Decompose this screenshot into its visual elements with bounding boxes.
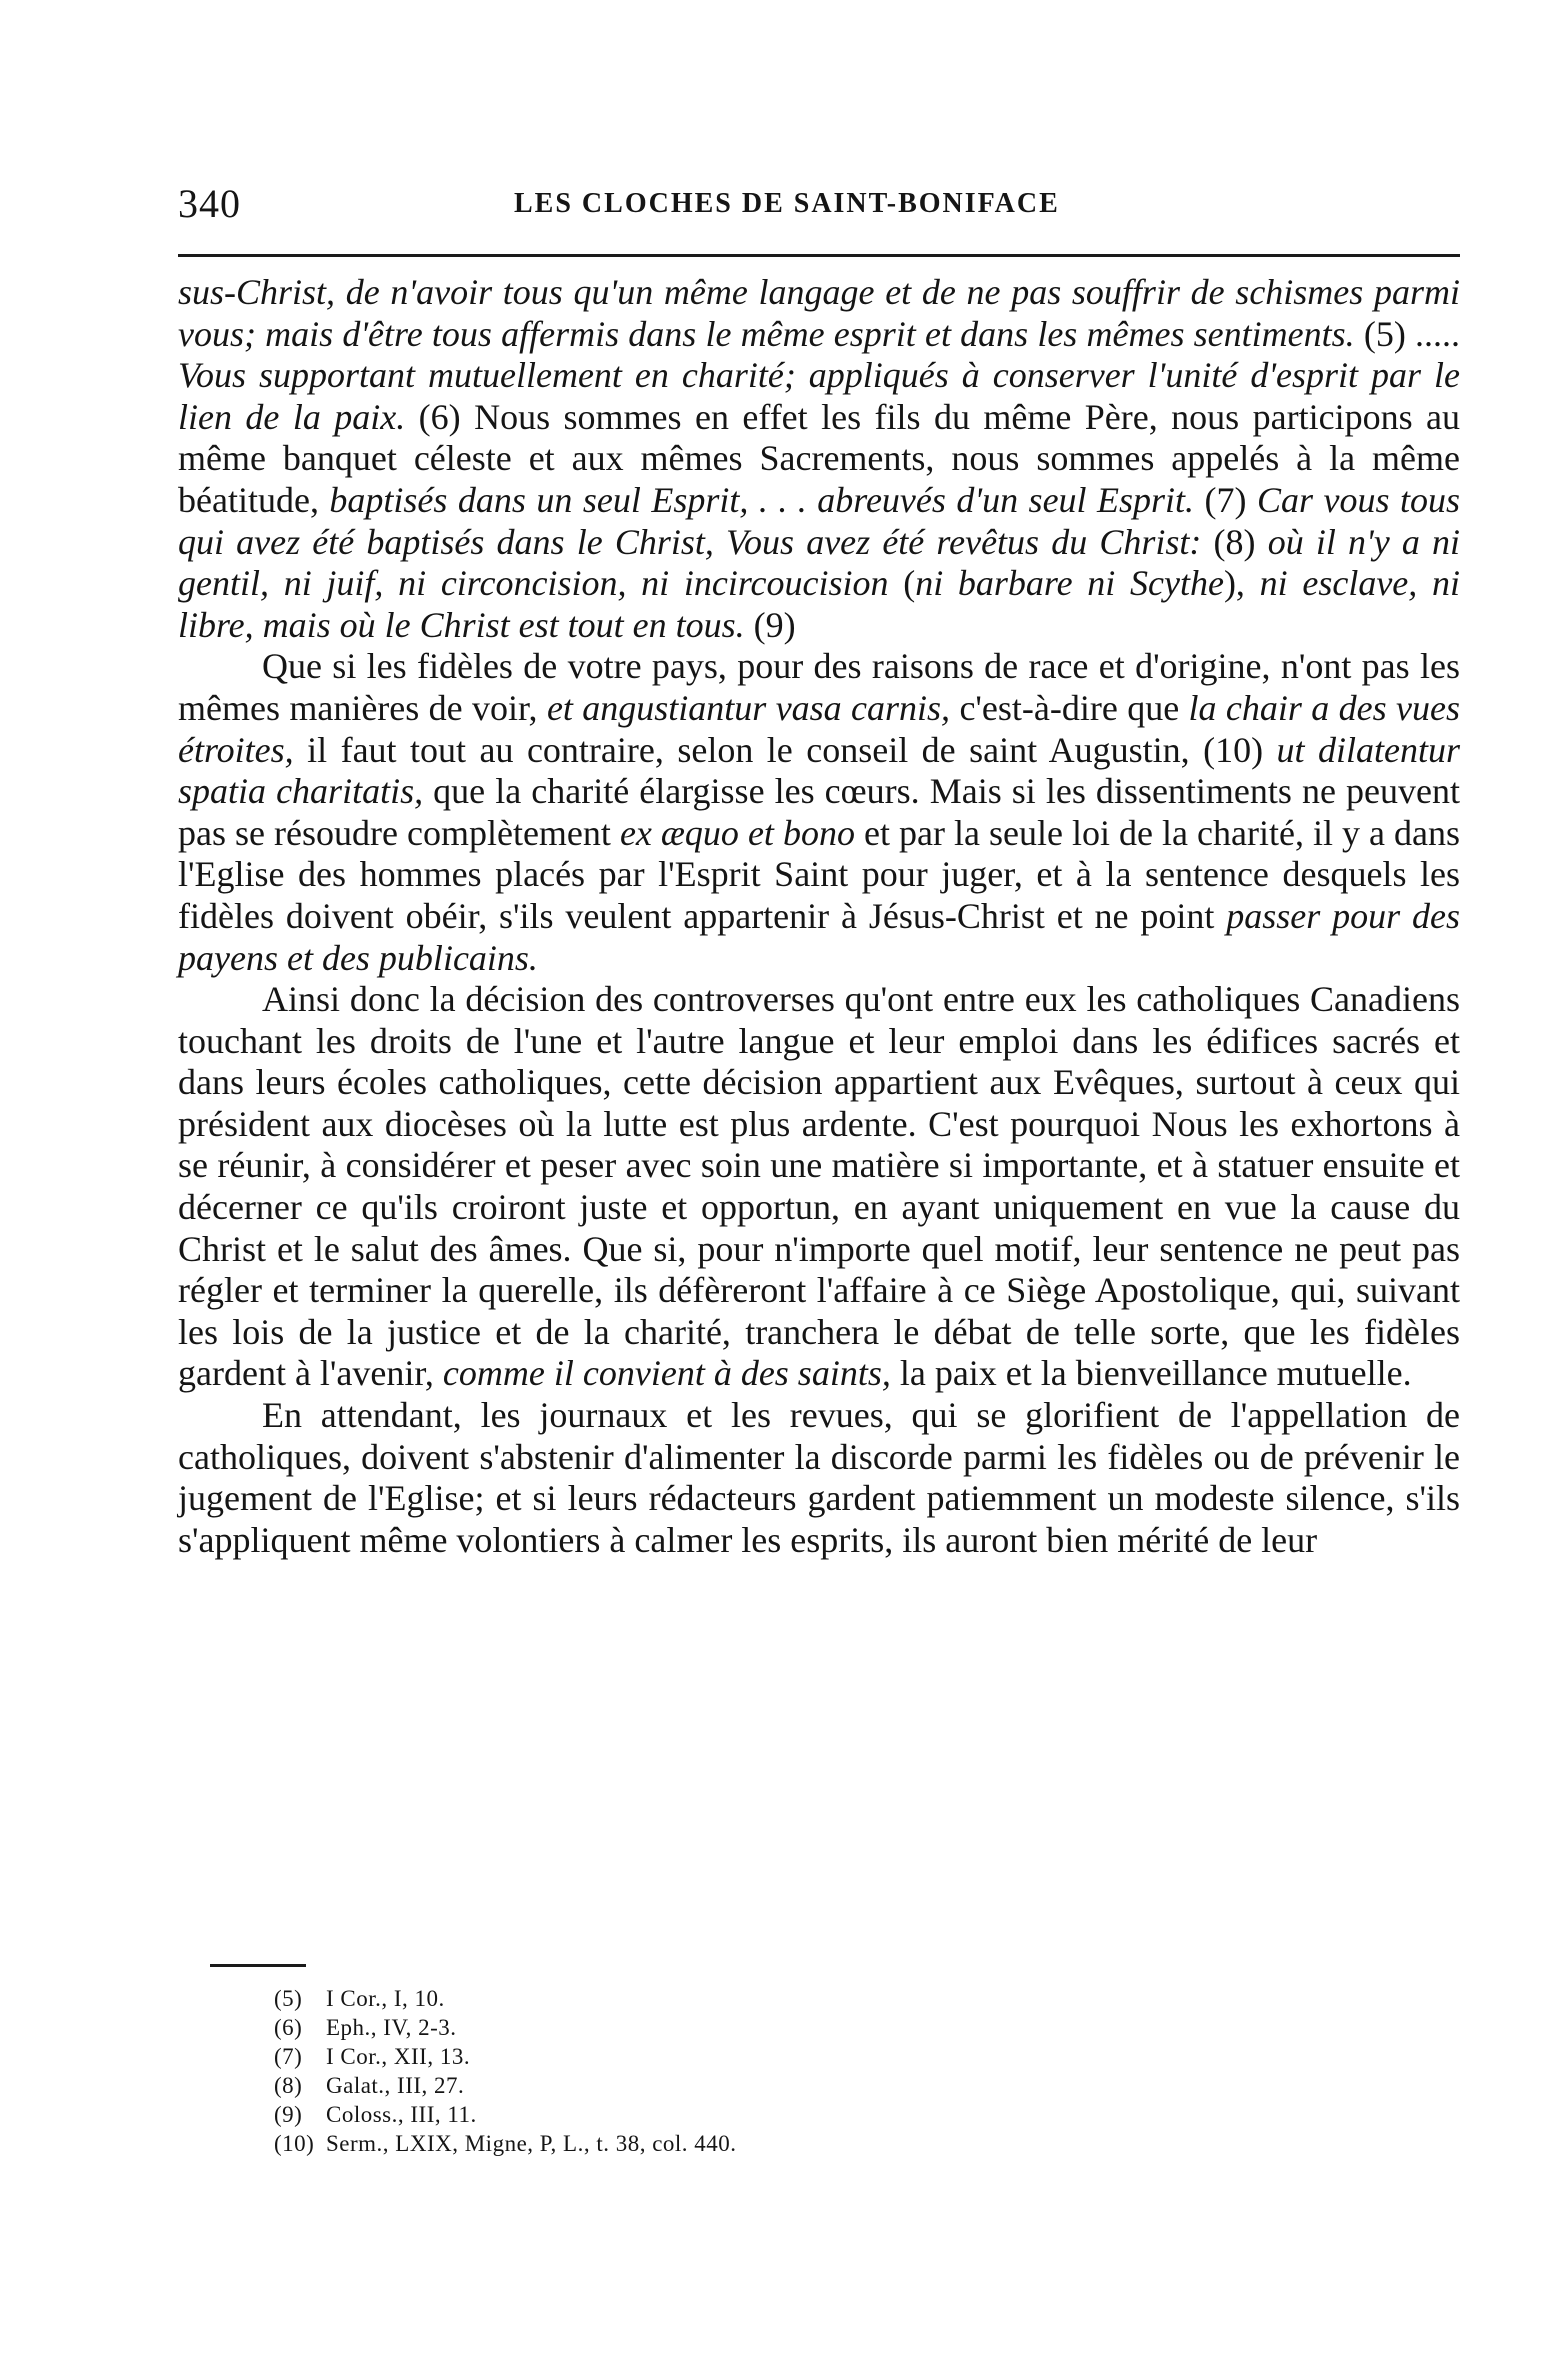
paragraph-4 xyxy=(178,1395,1460,1561)
text-run: Ainsi donc la décision des controverses qu'ont entre eux les catholiques Canadiens touchant les droits de l'une et l'autre langue et leur emploi dans les édifices sacrés et dans leurs écoles catholiques, cette décision appartient aux Evêques, surtout à ceux qui président aux diocèses où la lutte est plus ardente. C'est pourquoi Nous les exhortons à se réunir, à considérer et peser avec soin une matière si importante, et à statuer ensuite et décerner ce qu'ils croiront juste et opportun, en ayant uniquement en vue la cause du Christ et le salut des âmes. Que si, pour n'importe quel motif, leur sentence ne peut pas régler et terminer la querelle, ils défèreront l'affaire à ce Siège Apostolique, qui, suivant les lois de la justice et de la charité, tranchera le débat de telle sorte, que les fidèles gardent à l'avenir, xyxy=(178,979,1460,1394)
italic-run: ut dilatentur spatia charitatis, xyxy=(178,729,1460,812)
page-number: 340 xyxy=(178,181,241,226)
footnote-mark: (6) xyxy=(274,2015,303,2040)
footnote-mark: (5) xyxy=(274,1986,303,2011)
footnotes xyxy=(274,1984,974,2158)
footnote-mark: (10) xyxy=(274,2131,315,2156)
text-run: que la charité élargisse les cœurs. Mais si les dissentiments ne peuvent pas se résoudre complètement xyxy=(178,771,1460,853)
text-run: la paix et la bienveillance mutuelle. xyxy=(890,1353,1412,1394)
text-run: En attendant, les journaux et les revues, qui se glorifient de l'appellation de catholiques, doivent s'abstenir d'alimenter la discorde parmi les fidèles ou de prévenir le jugement de l'Eglise; et si leurs rédacteurs gardent patiemment un modeste silence, s'ils s'appliquent même volontiers à calmer les esprits, ils auront bien mérité de leur xyxy=(178,1395,1460,1560)
italic-run: la chair a des vues étroites, xyxy=(178,687,1460,770)
footnote-text: Serm., LXIX, Migne, P, L., t. 38, col. 440. xyxy=(326,2131,737,2156)
italic-run: ni barbare ni Scythe xyxy=(915,563,1224,604)
italic-run: Car vous tous qui avez été baptisés dans le Christ, Vous avez été revêtus du Christ: xyxy=(178,479,1460,562)
text-run: il faut tout au contraire, selon le conseil de saint Augustin, (10) xyxy=(293,729,1277,770)
text-run: ( xyxy=(888,563,916,604)
footnote-mark: (8) xyxy=(274,2073,303,2098)
paragraph-1 xyxy=(178,272,1460,646)
text-run: (9) xyxy=(744,604,796,645)
italic-run: ex æquo et bono xyxy=(619,812,855,853)
footnote xyxy=(274,2129,974,2158)
footnote-text: Galat., III, 27. xyxy=(326,2073,465,2098)
footnote-text: I Cor., I, 10. xyxy=(326,1986,445,2011)
paragraph-3 xyxy=(178,979,1460,1395)
footnote-text: Eph., IV, 2-3. xyxy=(326,2015,457,2040)
footnote-text: I Cor., XII, 13. xyxy=(326,2044,471,2069)
italic-run: sus-Christ, de n'avoir tous qu'un même langage et de ne pas souffrir de schismes parmi vous; mais d'être tous affermis dans le même esprit et dans les mêmes sentiments. xyxy=(178,272,1460,354)
text-run: Que si les fidèles de votre pays, pour des raisons de race et d'origine, n'ont pas les mêmes manières de voir, xyxy=(178,646,1460,728)
running-title: LES CLOCHES DE SAINT-BONIFACE xyxy=(514,188,1060,219)
text-run: c'est-à-dire que xyxy=(950,687,1189,728)
italic-run: Vous supportant mutuellement en charité; appliqués à conserver l'unité d'esprit par le lien de la paix. xyxy=(178,355,1460,437)
footnote-text: Coloss., III, 11. xyxy=(326,2102,477,2127)
italic-run: et angustiantur vasa carnis, xyxy=(546,687,951,728)
italic-run: passer pour des payens et des publicains. xyxy=(178,895,1460,978)
italic-run: où il n'y a ni gentil, ni juif, ni circoncision, ni incircoucision xyxy=(178,521,1460,604)
footnote-rule xyxy=(210,1964,306,1967)
footnote-mark: (7) xyxy=(274,2044,303,2069)
text-run: ), xyxy=(1223,563,1260,604)
footnote xyxy=(274,2071,974,2100)
footnote xyxy=(274,2100,974,2129)
italic-run: ni esclave, ni libre, mais où le Christ est tout en tous. xyxy=(178,563,1460,645)
footnote xyxy=(274,2013,974,2042)
text-run: (8) xyxy=(1201,521,1268,562)
italic-run: baptisés dans un seul Esprit, . . . abreuvés d'un seul Esprit. xyxy=(329,479,1195,520)
italic-run: comme il convient à des saints, xyxy=(442,1353,891,1394)
text-run: et par la seule loi de la charité, il y a dans l'Eglise des hommes placés par l'Esprit Saint pour juger, et à la sentence desquels les fidèles doivent obéir, s'ils veulent appartenir à Jésus-Christ et ne point xyxy=(178,812,1461,936)
paragraph-2 xyxy=(178,646,1460,979)
text-run: (6) Nous sommes en effet les fils du même Père, nous participons au même banquet céleste et aux mêmes Sacrements, nous sommes appelés à la même béatitude, xyxy=(178,396,1460,520)
text-run: (5) ..... xyxy=(1354,313,1460,354)
body-text xyxy=(178,272,1460,1561)
header-rule xyxy=(178,254,1460,257)
footnote xyxy=(274,1984,974,2013)
footnote xyxy=(274,2042,974,2071)
text-run: (7) xyxy=(1194,479,1257,520)
footnote-mark: (9) xyxy=(274,2102,303,2127)
page-header xyxy=(178,180,1460,230)
